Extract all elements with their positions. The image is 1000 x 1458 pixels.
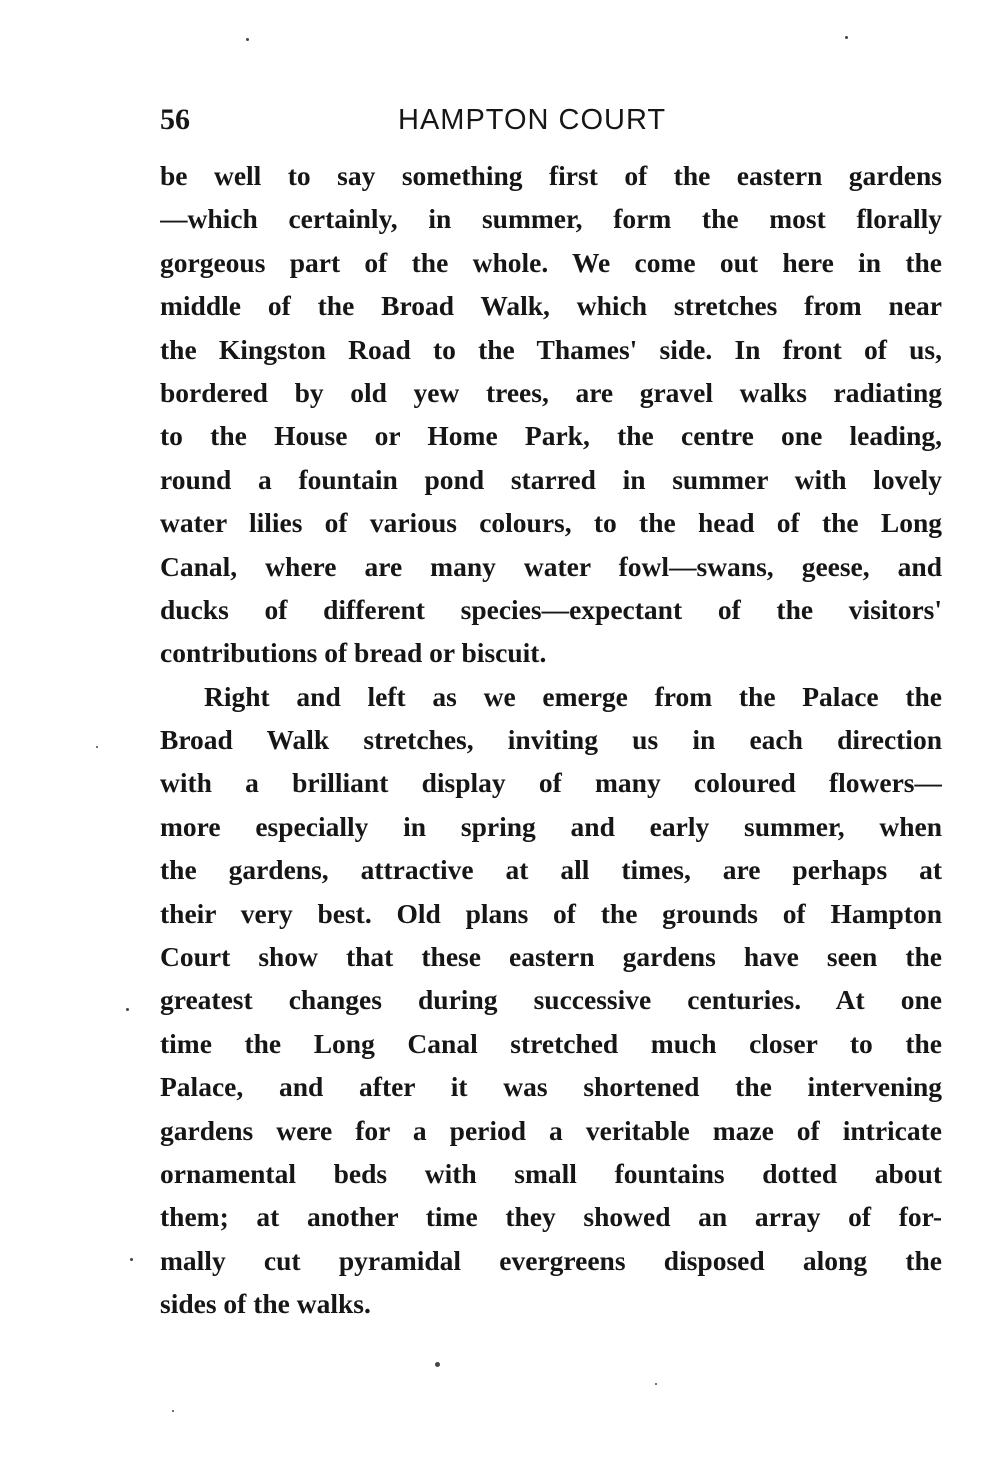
text-line: mally cut pyramidal evergreens disposed along the [160, 1244, 942, 1276]
scan-speck [246, 38, 249, 41]
text-line: the Kingston Road to the Thames' side. In front of us, [160, 333, 942, 365]
running-title: HAMPTON COURT [398, 104, 667, 136]
text-line: the gardens, attractive at all times, are perhaps at [160, 854, 942, 886]
paragraph-2 [160, 675, 942, 1326]
text-line: with a brilliant display of many coloured flowers— [160, 767, 942, 799]
scan-speck [655, 1383, 657, 1385]
page-number: 56 [160, 103, 190, 136]
text-line: Broad Walk stretches, inviting us in each direction [160, 724, 942, 756]
text-line: bordered by old yew trees, are gravel walks radiating [160, 376, 942, 408]
scan-speck [845, 36, 848, 39]
text-line: round a fountain pond starred in summer with lovely [160, 463, 942, 495]
text-line: greatest changes during successive centuries. At one [160, 984, 942, 1016]
text-line: ducks of different species—expectant of the visitors' [160, 593, 942, 625]
text-line: gorgeous part of the whole. We come out here in the [160, 246, 942, 278]
text-line: ornamental beds with small fountains dotted about [160, 1157, 942, 1189]
paragraph-1 [160, 154, 942, 675]
text-line: their very best. Old plans of the grounds of Hampton [160, 897, 942, 929]
text-line: middle of the Broad Walk, which stretches from near [160, 290, 942, 322]
text-line: sides of the walks. [160, 1288, 371, 1320]
text-line: —which certainly, in summer, form the most florally [160, 203, 942, 235]
text-line: Court show that these eastern gardens have seen the [160, 941, 942, 973]
body-text [160, 154, 942, 1326]
scan-speck [435, 1362, 440, 1367]
scan-speck [172, 1410, 174, 1412]
scan-speck [130, 1258, 133, 1261]
text-line: gardens were for a period a veritable maze of intricate [160, 1114, 942, 1146]
text-line: be well to say something first of the eastern gardens [160, 160, 942, 191]
text-line: Palace, and after it was shortened the intervening [160, 1071, 942, 1103]
text-line: Right and left as we emerge from the Palace the [204, 680, 942, 712]
text-line: more especially in spring and early summer, when [160, 810, 942, 842]
scan-speck [126, 1008, 129, 1011]
scan-speck [96, 746, 98, 748]
text-line: to the House or Home Park, the centre one leading, [160, 420, 942, 452]
text-line: them; at another time they showed an array of for- [160, 1201, 942, 1233]
text-line: time the Long Canal stretched much closer to the [160, 1027, 942, 1059]
text-line: Canal, where are many water fowl—swans, geese, and [160, 550, 942, 582]
text-line: contributions of bread or biscuit. [160, 637, 547, 669]
running-head [160, 98, 942, 142]
text-line: water lilies of various colours, to the head of the Long [160, 507, 942, 539]
